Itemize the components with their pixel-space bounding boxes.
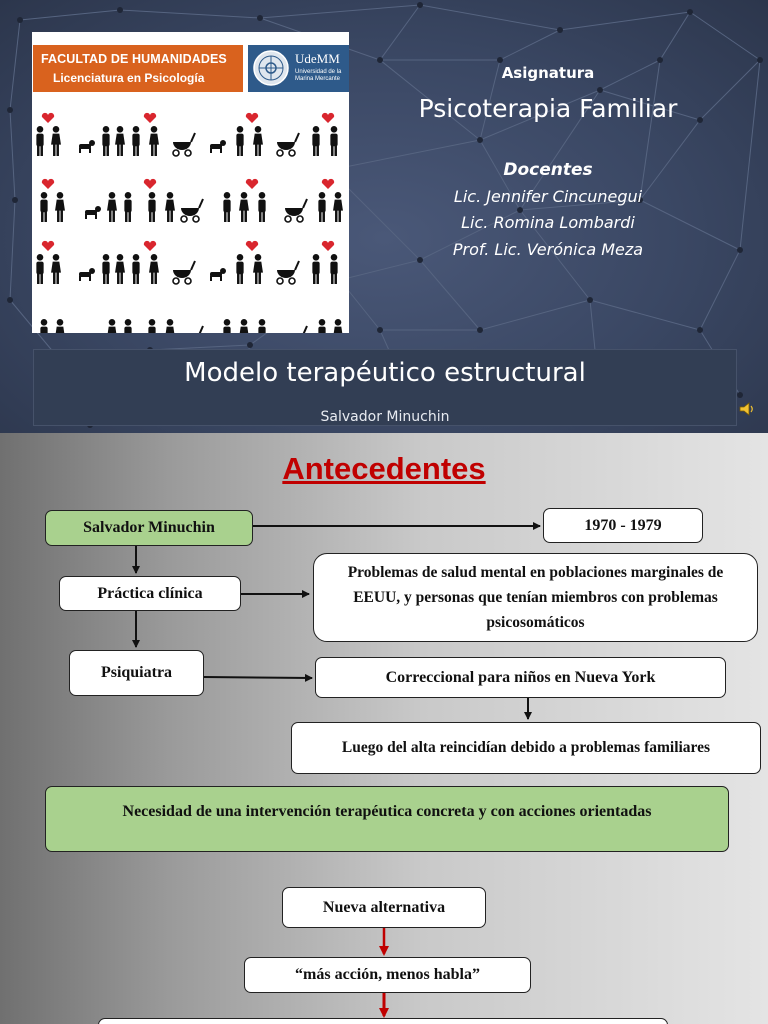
person-icon (330, 254, 337, 284)
person-icon (236, 254, 243, 284)
person-icon (318, 319, 325, 333)
node-clinical-practice: Práctica clínica (59, 576, 241, 611)
person-icon (132, 254, 139, 284)
heart-icon (42, 241, 54, 251)
heart-icon (144, 113, 156, 123)
network-line (10, 200, 15, 300)
person-icon (253, 254, 263, 284)
network-line (420, 5, 560, 30)
teachers-label: Docentes (503, 160, 593, 180)
dog-icon (85, 206, 101, 219)
heart-icon (42, 179, 54, 189)
person-icon (124, 192, 131, 222)
person-icon (318, 192, 325, 222)
network-node (687, 9, 693, 15)
faculty-banner (33, 45, 243, 92)
person-icon (132, 126, 139, 156)
person-icon (312, 126, 319, 156)
network-line (420, 260, 480, 330)
person-icon (102, 254, 109, 284)
person-icon (36, 254, 43, 284)
stroller-icon (181, 326, 203, 333)
person-icon (253, 126, 263, 156)
stroller-icon (173, 261, 195, 284)
network-node (697, 327, 703, 333)
network-line (260, 5, 420, 18)
network-line (10, 20, 20, 110)
network-node (7, 297, 13, 303)
network-node (477, 327, 483, 333)
network-node (377, 327, 383, 333)
title-slide (0, 0, 768, 433)
network-node (477, 137, 483, 143)
person-icon (165, 319, 175, 333)
heart-icon (144, 179, 156, 189)
dog-icon (79, 268, 95, 281)
network-line (590, 300, 700, 330)
person-icon (102, 126, 109, 156)
university-name: UdeMM (295, 51, 340, 66)
person-icon (51, 254, 61, 284)
heart-icon (322, 241, 334, 251)
network-node (737, 392, 743, 398)
network-line (120, 10, 260, 18)
person-icon (36, 126, 43, 156)
slide-title: Modelo terapéutico estructural (184, 358, 586, 388)
network-node (417, 2, 423, 8)
person-icon (258, 319, 265, 333)
node-partially-visible (98, 1018, 668, 1024)
heart-icon (246, 113, 258, 123)
network-node (557, 27, 563, 33)
person-icon (239, 319, 249, 333)
network-line (20, 10, 120, 20)
antecedentes-slide (0, 433, 768, 1024)
stroller-icon (285, 199, 307, 222)
person-icon (312, 254, 319, 284)
person-icon (51, 126, 61, 156)
node-minuchin: Salvador Minuchin (45, 510, 253, 546)
person-icon (107, 192, 117, 222)
stroller-icon (285, 326, 307, 333)
heart-icon (246, 179, 258, 189)
person-icon (148, 192, 155, 222)
person-icon (223, 319, 230, 333)
network-node (697, 117, 703, 123)
network-node (247, 342, 253, 348)
top-divider (32, 32, 349, 40)
network-line (700, 60, 760, 120)
subject-label: Asignatura (501, 64, 595, 82)
network-line (480, 300, 590, 330)
node-relapse: Luego del alta reincidían debido a problemas familiares (291, 722, 761, 774)
person-icon (149, 126, 159, 156)
person-icon (239, 192, 249, 222)
stroller-icon (181, 199, 203, 222)
person-icon (55, 319, 65, 333)
person-icon (107, 319, 117, 333)
slide-heading: Antecedentes (282, 451, 486, 486)
network-line (340, 260, 420, 280)
person-icon (115, 126, 125, 156)
heart-icon (246, 241, 258, 251)
university-name-line2: Marina Mercante (295, 76, 341, 82)
person-icon (333, 192, 343, 222)
node-psychiatrist: Psiquiatra (69, 650, 204, 696)
university-seal-icon (252, 49, 290, 87)
person-icon (236, 126, 243, 156)
person-icon (149, 254, 159, 284)
network-line (380, 5, 420, 60)
network-node (12, 197, 18, 203)
heart-icon (322, 179, 334, 189)
person-icon (115, 254, 125, 284)
subject-title: Psicoterapia Familiar (418, 94, 678, 123)
node-motto: “más acción, menos habla” (244, 957, 531, 993)
node-new-alternative: Nueva alternativa (282, 887, 486, 928)
heart-icon (322, 113, 334, 123)
teacher-name: Prof. Lic. Verónica Meza (452, 240, 644, 259)
family-icons (32, 102, 349, 333)
university-name-line1: Universidad de la (295, 69, 342, 75)
network-node (17, 17, 23, 23)
stroller-icon (277, 261, 299, 284)
person-icon (330, 126, 337, 156)
node-need: Necesidad de una intervención terapéutica concreta y con acciones orientadas (45, 786, 729, 852)
university-logo (248, 45, 349, 92)
title-band (33, 349, 737, 426)
network-line (560, 12, 690, 30)
person-icon (223, 192, 230, 222)
speaker-icon[interactable] (739, 402, 755, 416)
stroller-icon (173, 133, 195, 156)
heart-icon (144, 241, 156, 251)
person-icon (258, 192, 265, 222)
teacher-name: Lic. Jennifer Cincunegui (453, 187, 643, 206)
stroller-icon (277, 133, 299, 156)
network-line (740, 60, 760, 250)
person-icon (333, 319, 343, 333)
person-icon (40, 192, 47, 222)
network-node (737, 247, 743, 253)
network-line (690, 12, 760, 60)
heart-icon (42, 113, 54, 123)
person-icon (124, 319, 131, 333)
header-card (32, 32, 349, 333)
network-line (500, 30, 560, 60)
network-node (657, 57, 663, 63)
dog-icon (79, 140, 95, 153)
dog-icon (210, 268, 226, 281)
person-icon (40, 319, 47, 333)
dog-icon (210, 140, 226, 153)
network-line (10, 110, 15, 200)
faculty-subtitle: Licenciatura en Psicología (53, 71, 205, 85)
network-node (117, 7, 123, 13)
network-node (7, 107, 13, 113)
network-node (597, 87, 603, 93)
teacher-name: Lic. Romina Lombardi (461, 213, 635, 232)
node-years: 1970 - 1979 (543, 508, 703, 543)
faculty-title: FACULTAD DE HUMANIDADES (41, 52, 227, 66)
slide-subtitle: Salvador Minuchin (320, 409, 450, 425)
network-line (660, 12, 690, 60)
node-mental-health-problems: Problemas de salud mental en poblaciones marginales de EEUU, y personas que tenían miembros con problemas psicosomáticos (313, 553, 758, 642)
network-node (377, 57, 383, 63)
network-line (700, 250, 740, 330)
network-node (757, 57, 763, 63)
arrow-connector (204, 677, 312, 678)
person-icon (165, 192, 175, 222)
person-icon (148, 319, 155, 333)
person-icon (55, 192, 65, 222)
network-node (257, 15, 263, 21)
network-node (497, 57, 503, 63)
node-correctional: Correccional para niños en Nueva York (315, 657, 726, 698)
network-node (587, 297, 593, 303)
